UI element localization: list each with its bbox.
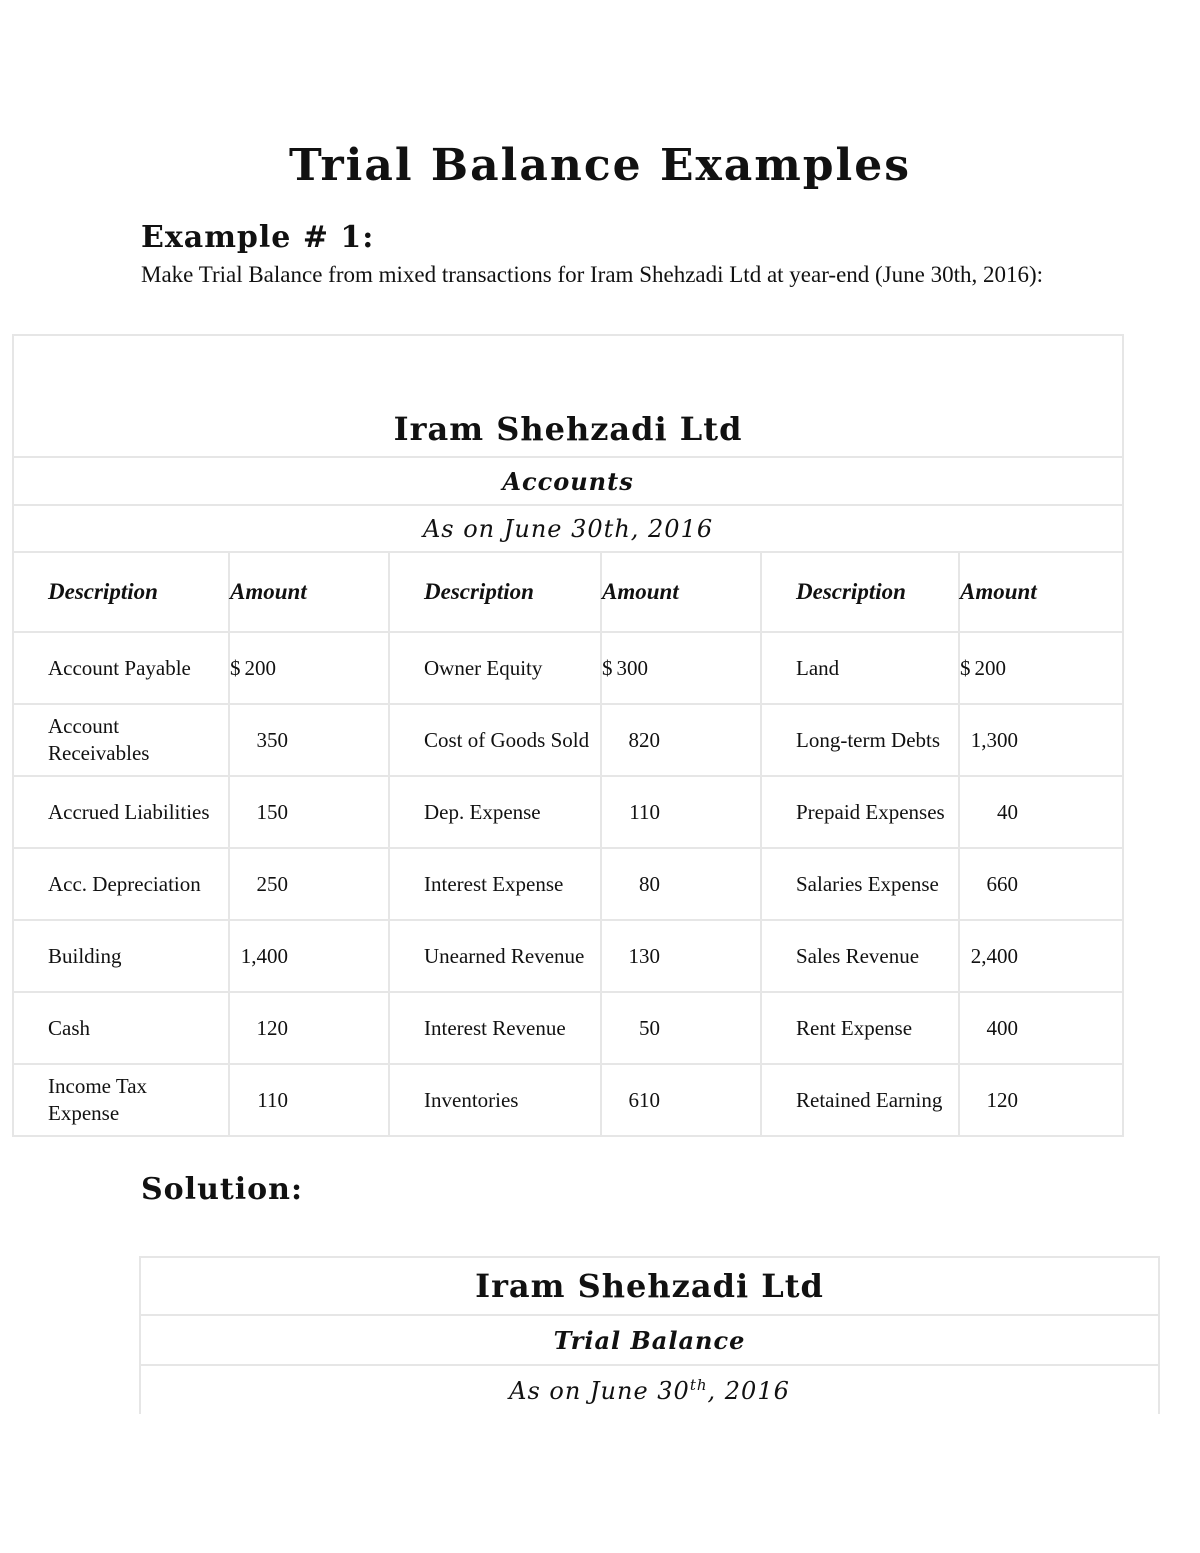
account-description: Rent Expense <box>761 992 959 1064</box>
column-header-amount <box>959 552 1123 632</box>
table-subtitle: Accounts <box>13 457 1123 505</box>
amount-value: 350 <box>256 727 288 752</box>
table-header-row <box>13 552 1123 632</box>
solution-date-prefix: As on June 30 <box>509 1376 690 1405</box>
amount-value: 110 <box>629 799 660 824</box>
account-amount <box>229 992 389 1064</box>
account-description: Sales Revenue <box>761 920 959 992</box>
example-intro: Make Trial Balance from mixed transactions for Iram Shehzadi Ltd at year-end (June 30th, 2016): <box>141 262 1044 287</box>
amount-value: 400 <box>986 1015 1018 1040</box>
column-header-amount <box>229 552 389 632</box>
amount-value: 200 <box>244 655 276 680</box>
account-amount <box>959 1064 1123 1136</box>
solution-company-name: Iram Shehzadi Ltd <box>140 1257 1159 1315</box>
column-header-description: Description <box>13 552 229 632</box>
table-row <box>13 704 1123 776</box>
account-description: Interest Expense <box>389 848 601 920</box>
account-description: Salaries Expense <box>761 848 959 920</box>
account-amount <box>229 920 389 992</box>
column-header-amount-label: Amount <box>230 579 307 604</box>
solution-heading: Solution: <box>141 1172 304 1207</box>
amount-value: 660 <box>986 871 1018 896</box>
account-description: Account Receivables <box>13 704 229 776</box>
account-amount <box>601 632 761 704</box>
account-description: Owner Equity <box>389 632 601 704</box>
account-amount <box>229 776 389 848</box>
solution-table <box>139 1256 1160 1414</box>
amount-value: 1,400 <box>240 943 288 968</box>
account-amount <box>601 992 761 1064</box>
currency-symbol: $ <box>960 655 971 680</box>
account-amount <box>601 848 761 920</box>
account-amount <box>601 920 761 992</box>
account-description: Prepaid Expenses <box>761 776 959 848</box>
account-description: Cash <box>13 992 229 1064</box>
amount-value: 820 <box>628 727 660 752</box>
table-row <box>13 632 1123 704</box>
amount-value: 1,300 <box>970 727 1018 752</box>
amount-value: 130 <box>628 943 660 968</box>
account-description: Building <box>13 920 229 992</box>
account-amount <box>601 1064 761 1136</box>
table-row <box>13 920 1123 992</box>
amount-value: 40 <box>997 799 1018 824</box>
account-description: Income Tax Expense <box>13 1064 229 1136</box>
account-amount <box>229 848 389 920</box>
amount-value: 150 <box>256 799 288 824</box>
page-title: Trial Balance Examples <box>288 140 912 191</box>
account-description: Acc. Depreciation <box>13 848 229 920</box>
amount-value: 2,400 <box>970 943 1018 968</box>
account-description: Inventories <box>389 1064 601 1136</box>
amount-value: 610 <box>628 1087 660 1112</box>
amount-value: 120 <box>256 1015 288 1040</box>
account-amount <box>959 776 1123 848</box>
account-amount <box>959 632 1123 704</box>
column-header-amount-label: Amount <box>960 579 1037 604</box>
column-header-description: Description <box>761 552 959 632</box>
account-amount <box>229 1064 389 1136</box>
column-header-amount-label: Amount <box>602 579 679 604</box>
accounts-table <box>12 334 1124 1137</box>
amount-value: 250 <box>256 871 288 896</box>
table-company-name: Iram Shehzadi Ltd <box>13 335 1123 457</box>
solution-subtitle: Trial Balance <box>140 1315 1159 1365</box>
account-description: Retained Earning <box>761 1064 959 1136</box>
account-description: Long-term Debts <box>761 704 959 776</box>
amount-value: 120 <box>986 1087 1018 1112</box>
solution-date-superscript: th <box>689 1375 708 1394</box>
account-amount <box>959 704 1123 776</box>
amount-value: 50 <box>639 1015 660 1040</box>
account-description: Cost of Goods Sold <box>389 704 601 776</box>
table-row <box>13 992 1123 1064</box>
account-amount <box>601 704 761 776</box>
amount-value: 200 <box>974 655 1006 680</box>
column-header-description: Description <box>389 552 601 632</box>
account-description: Unearned Revenue <box>389 920 601 992</box>
account-amount <box>959 992 1123 1064</box>
example-heading: Example # 1: <box>141 220 375 255</box>
amount-value: 80 <box>639 871 660 896</box>
solution-date <box>140 1365 1159 1414</box>
table-row <box>13 776 1123 848</box>
account-amount <box>959 848 1123 920</box>
account-amount <box>601 776 761 848</box>
account-description: Dep. Expense <box>389 776 601 848</box>
account-amount <box>959 920 1123 992</box>
amount-value: 300 <box>616 655 648 680</box>
currency-symbol: $ <box>230 655 241 680</box>
account-description: Account Payable <box>13 632 229 704</box>
solution-date-suffix: , 2016 <box>707 1376 790 1405</box>
account-amount <box>229 632 389 704</box>
currency-symbol: $ <box>602 655 613 680</box>
account-description: Accrued Liabilities <box>13 776 229 848</box>
amount-value: 110 <box>257 1087 288 1112</box>
table-row <box>13 848 1123 920</box>
table-row <box>13 1064 1123 1136</box>
column-header-amount <box>601 552 761 632</box>
table-date: As on June 30th, 2016 <box>13 505 1123 552</box>
account-amount <box>229 704 389 776</box>
account-description: Interest Revenue <box>389 992 601 1064</box>
account-description: Land <box>761 632 959 704</box>
